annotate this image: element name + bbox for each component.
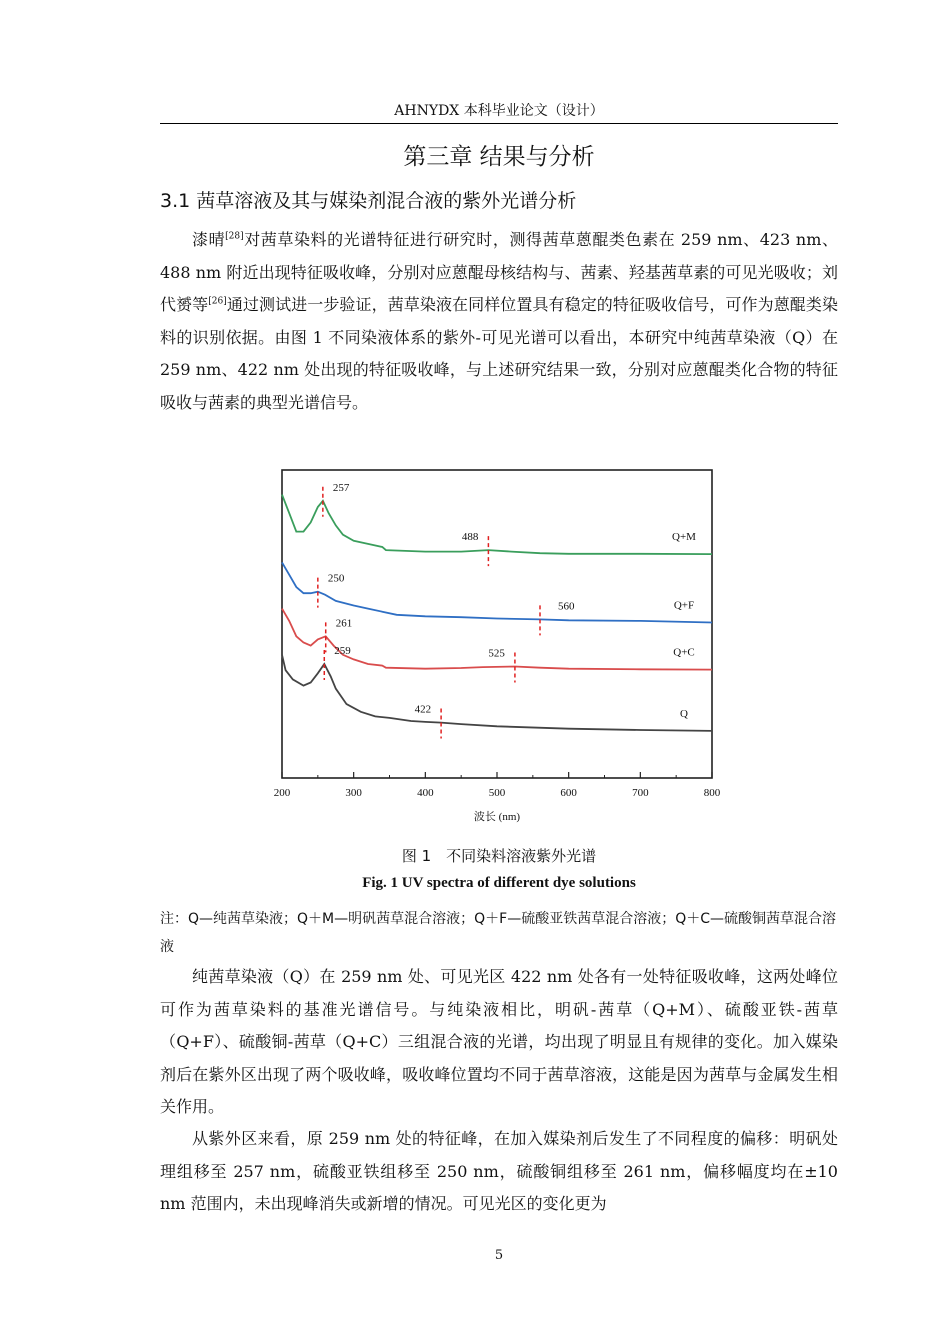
peak-label: 257 xyxy=(332,481,350,494)
x-tick-label: 800 xyxy=(703,787,721,799)
peak-label: 560 xyxy=(558,600,575,613)
header-rule xyxy=(160,123,838,124)
citation-28: [28] xyxy=(225,231,244,242)
x-tick-label: 700 xyxy=(632,787,649,799)
series-label: Q+C xyxy=(673,646,695,659)
peak-label: 261 xyxy=(335,617,353,630)
uv-spectra-figure xyxy=(260,462,730,832)
peak-label: 250 xyxy=(327,572,345,585)
paragraph-1-part-a: 漆晴 xyxy=(192,230,226,249)
uv-spectra-chart xyxy=(260,462,730,832)
citation-26: [26] xyxy=(208,296,227,307)
x-tick-label: 500 xyxy=(488,787,506,799)
running-header: AHNYDX 本科毕业论文（设计） xyxy=(394,103,604,119)
peak-label: 422 xyxy=(414,703,432,716)
peak-label: 525 xyxy=(488,647,505,660)
paragraph-1-part-b: 对茜草染料的光谱特征进行研究时，测得茜草蒽醌类色素在 259 nm、423 nm、488 nm 附近出现特征吸收峰，分别对应蒽醌母核结构与、茜素、羟基茜草素的可见光吸收；刘代赟等 xyxy=(160,230,838,314)
x-tick-label: 400 xyxy=(417,787,434,799)
series-label: Q+M xyxy=(672,531,696,544)
paragraph-2: 纯茜草染液（Q）在 259 nm 处、可见光区 422 nm 处各有一处特征吸收峰，这两处峰位可作为茜草染料的基准光谱信号。与纯染液相比，明矾-茜草（Q+M）、硫酸亚铁-茜草（Q+F）、硫酸铜-茜草（Q+C）三组混合液的光谱，均出现了明显且有规律的变化。加入媒染剂后在紫外区出现了两个吸收峰，吸收峰位置均不同于茜草溶液，这能是因为茜草与金属发生相关作用。 xyxy=(160,967,838,1116)
paragraph-1-part-c: 通过测试进一步验证，茜草染液在同样位置具有稳定的特征吸收信号，可作为蒽醌类染料的识别依据。由图 1 不同染液体系的紫外-可见光谱可以看出，本研究中纯茜草染液（Q）在 259 nm、422 nm 处出现的特征吸收峰，与上述研究结果一致，分别对应蒽醌类化合物的特征吸收与茜素的典型光谱信号。 xyxy=(160,295,838,412)
series-line-q-m xyxy=(282,495,712,554)
paragraph-3: 从紫外区来看，原 259 nm 处的特征峰，在加入媒染剂后发生了不同程度的偏移：明矾处理组移至 257 nm，硫酸亚铁组移至 250 nm，硫酸铜组移至 261 nm，偏移幅度均在±10 nm 范围内，未出现峰消失或新增的情况。可见光区的变化更为 xyxy=(160,1129,838,1213)
x-tick-label: 300 xyxy=(345,787,362,799)
x-axis-label: 波长 (nm) xyxy=(473,811,521,823)
section-title: 3.1 茜草溶液及其与媒染剂混合液的紫外光谱分析 xyxy=(160,190,577,212)
x-tick-label: 200 xyxy=(273,787,291,799)
page-number: 5 xyxy=(494,1248,504,1263)
figure-caption-en: Fig. 1 UV spectra of different dye solutions xyxy=(362,875,636,891)
peak-label: 259 xyxy=(334,645,351,658)
figure-note: 注：Q—纯茜草染液；Q＋M—明矾茜草混合溶液；Q＋F—硫酸亚铁茜草混合溶液；Q＋C—硫酸铜茜草混合溶液 xyxy=(160,911,836,955)
series-label: Q+F xyxy=(673,599,695,612)
chapter-title: 第三章 结果与分析 xyxy=(403,144,595,170)
peak-label: 488 xyxy=(461,531,479,544)
series-label: Q xyxy=(680,707,688,720)
series-line-q-f xyxy=(282,562,712,622)
paragraph-1 xyxy=(160,224,838,419)
figure-caption-zh: 图 1 不同染料溶液紫外光谱 xyxy=(401,847,597,865)
x-tick-label: 600 xyxy=(560,787,577,799)
